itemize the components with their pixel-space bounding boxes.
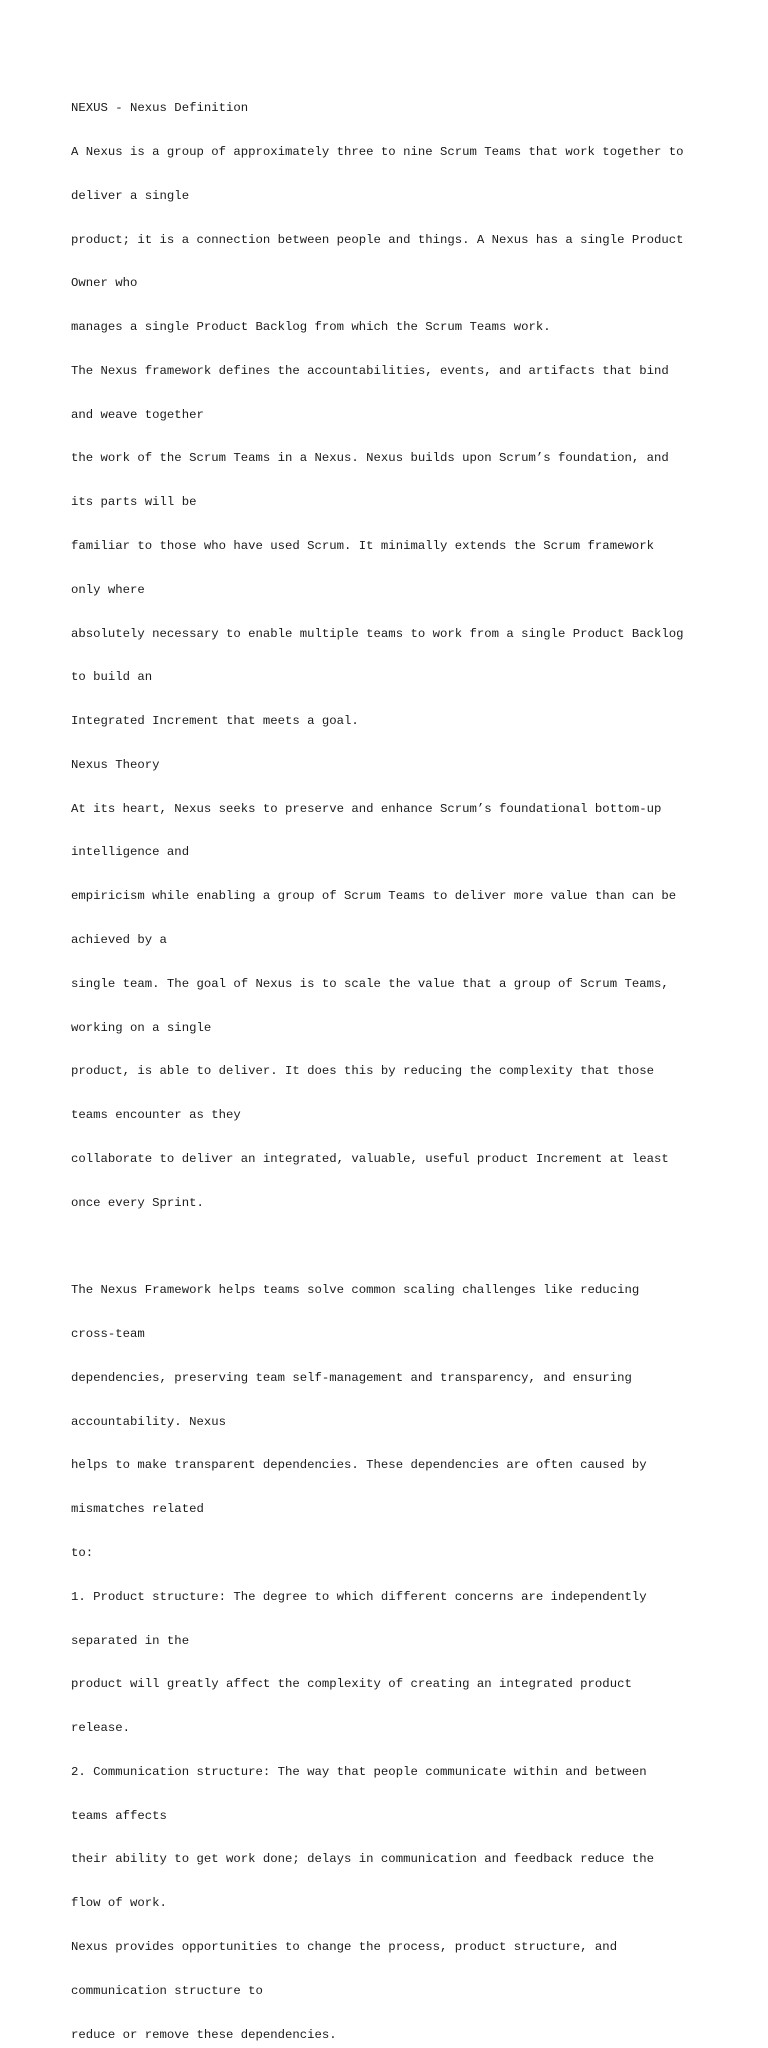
text-line: empiricism while enabling a group of Scrum Teams to deliver more value than can be: [71, 889, 677, 904]
text-line: deliver a single: [71, 188, 190, 203]
text-line: mismatches related: [71, 1502, 204, 1517]
text-line: communication structure to: [71, 1983, 263, 1998]
text-line: NEXUS - Nexus Definition: [71, 101, 249, 116]
text-line: release.: [71, 1721, 131, 1736]
text-line: dependencies, preserving team self-management and transparency, and ensuring: [71, 1370, 632, 1385]
text-line: The Nexus framework defines the accountabilities, events, and artifacts that bind: [71, 363, 669, 378]
text-line: cross-team: [71, 1327, 145, 1342]
text-line: Nexus Theory: [71, 757, 160, 772]
text-line: single team. The goal of Nexus is to scale the value that a group of Scrum Teams,: [71, 976, 669, 991]
text-line: 2. Communication structure: The way that people communicate within and between: [71, 1764, 647, 1779]
text-line: teams affects: [71, 1808, 167, 1823]
text-line: teams encounter as they: [71, 1108, 241, 1123]
text-line: The Nexus Framework helps teams solve common scaling challenges like reducing: [71, 1283, 640, 1298]
text-line: Nexus provides opportunities to change the process, product structure, and: [71, 1940, 618, 1954]
text-line: At its heart, Nexus seeks to preserve and enhance Scrum’s foundational bottom-up: [71, 801, 662, 816]
text-line: working on a single: [71, 1020, 212, 1035]
text-line: intelligence and: [71, 845, 190, 860]
text-line: separated in the: [71, 1633, 190, 1648]
text-line: collaborate to deliver an integrated, valuable, useful product Increment at least: [71, 1151, 669, 1166]
text-line: only where: [71, 582, 145, 597]
text-line: manages a single Product Backlog from which the Scrum Teams work.: [71, 320, 551, 335]
text-line: product will greatly affect the complexity of creating an integrated product: [71, 1677, 632, 1692]
text-line: achieved by a: [71, 933, 167, 948]
text-line: helps to make transparent dependencies. These dependencies are often caused by: [71, 1458, 647, 1473]
text-line: product; it is a connection between people and things. A Nexus has a single Product: [71, 232, 684, 247]
text-line: to:: [71, 1545, 94, 1560]
text-line: A Nexus is a group of approximately three to nine Scrum Teams that work together to: [71, 144, 684, 159]
text-line: 1. Product structure: The degree to which different concerns are independently: [71, 1589, 647, 1604]
text-line: to build an: [71, 670, 153, 685]
text-line: product, is able to deliver. It does this by reducing the complexity that those: [71, 1064, 654, 1079]
document-body: [71, 72, 711, 2048]
text-line: absolutely necessary to enable multiple teams to work from a single Product Backlog: [71, 626, 684, 641]
text-line: Integrated Increment that meets a goal.: [71, 714, 359, 729]
blank-line: [71, 1240, 711, 1255]
text-line: their ability to get work done; delays in communication and feedback reduce the: [71, 1852, 654, 1867]
text-line: once every Sprint.: [71, 1195, 204, 1210]
text-line: Owner who: [71, 276, 138, 291]
text-line: familiar to those who have used Scrum. It minimally extends the Scrum framework: [71, 539, 654, 553]
text-line: the work of the Scrum Teams in a Nexus. Nexus builds upon Scrum’s foundation, and: [71, 451, 669, 466]
text-line: accountability. Nexus: [71, 1414, 226, 1429]
text-line: reduce or remove these dependencies.: [71, 2027, 337, 2042]
text-line: and weave together: [71, 407, 204, 422]
text-line: its parts will be: [71, 495, 197, 510]
text-line: flow of work.: [71, 1896, 167, 1911]
